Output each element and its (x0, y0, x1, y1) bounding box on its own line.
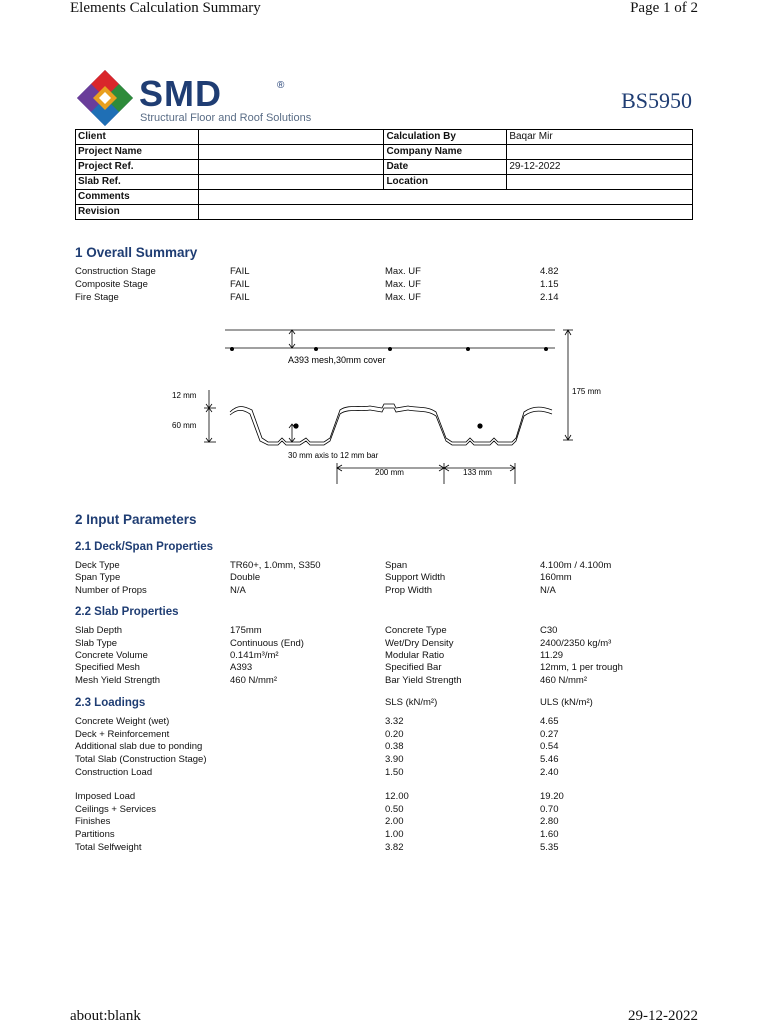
project-info-table (75, 129, 693, 220)
revision-value (198, 205, 692, 220)
subsection-title-deck: 2.1 Deck/Span Properties (75, 541, 214, 553)
cell-label: Company Name (384, 145, 507, 160)
table-row (76, 160, 693, 175)
pitch-label: 200 mm (375, 468, 404, 477)
cell-value (198, 145, 384, 160)
cell-value (507, 145, 693, 160)
cell-value (198, 175, 384, 190)
subsection-title-loadings: 2.3 Loadings (75, 697, 146, 709)
smd-logo-mark-icon (77, 70, 133, 126)
smd-logo-name: SMD (139, 73, 222, 114)
smd-logo-registered: ® (277, 80, 285, 91)
loadings-header-row (75, 697, 695, 710)
slab-section-diagram (160, 320, 610, 490)
revision-label: Revision (76, 205, 199, 220)
summary-row: Fire Stage FAIL Max. UF 2.14 (75, 292, 559, 303)
design-standard: BS5950 (621, 88, 692, 113)
cell-value (198, 160, 384, 175)
loading-row: Imposed Load 12.00 19.20 (75, 791, 564, 802)
table-row (76, 205, 693, 220)
summary-row: Construction Stage FAIL Max. UF 4.82 (75, 266, 559, 277)
summary-row: Composite Stage FAIL Max. UF 1.15 (75, 279, 559, 290)
cell-label: Slab Ref. (76, 175, 199, 190)
print-footer-date: 29-12-2022 (628, 1008, 698, 1024)
cell-value: Baqar Mir (507, 130, 693, 145)
cell-label: Project Name (76, 145, 199, 160)
deck-row: Span Type Double Support Width 160mm (75, 572, 572, 583)
table-row (76, 190, 693, 205)
deck-row: Deck Type TR60+, 1.0mm, S350 Span 4.100m / 4.100m (75, 560, 612, 571)
rib-depth-label: 60 mm (172, 421, 197, 430)
loading-row: Ceilings + Services 0.50 0.70 (75, 804, 559, 815)
table-row (76, 175, 693, 190)
cell-label: Client (76, 130, 199, 145)
slab-row: Slab Type Continuous (End) Wet/Dry Density 2400/2350 kg/m³ (75, 638, 612, 649)
bar-axis-label: 30 mm axis to 12 mm bar (288, 451, 379, 460)
cell-label: Project Ref. (76, 160, 199, 175)
cell-label: Location (384, 175, 507, 190)
loading-row: Construction Load 1.50 2.40 (75, 767, 559, 778)
table-row (76, 145, 693, 160)
smd-logo (77, 70, 337, 126)
loading-row: Deck + Reinforcement 0.20 0.27 (75, 729, 559, 740)
table-row (76, 130, 693, 145)
sls-header: SLS (kN/m²) (385, 697, 438, 708)
print-footer-url: about:blank (70, 1008, 141, 1024)
slab-row: Concrete Volume 0.141m³/m² Modular Ratio 11.29 (75, 650, 564, 661)
top-thickness-label: 12 mm (172, 391, 197, 400)
loading-row: Total Slab (Construction Stage) 3.90 5.46 (75, 754, 559, 765)
cell-value (507, 175, 693, 190)
loading-row: Finishes 2.00 2.80 (75, 816, 559, 827)
comments-value (198, 190, 692, 205)
section-title-inputs: 2 Input Parameters (75, 512, 197, 527)
print-header-page: Page 1 of 2 (630, 0, 698, 16)
mesh-label: A393 mesh,30mm cover (288, 355, 386, 365)
slab-row: Specified Mesh A393 Specified Bar 12mm, 1 per trough (75, 662, 623, 673)
cell-label: Date (384, 160, 507, 175)
slab-row: Mesh Yield Strength 460 N/mm² Bar Yield Strength 460 N/mm² (75, 675, 587, 686)
loading-row: Partitions 1.00 1.60 (75, 829, 559, 840)
trough-label: 133 mm (463, 468, 492, 477)
section-title-summary: 1 Overall Summary (75, 245, 198, 260)
slab-row: Slab Depth 175mm Concrete Type C30 (75, 625, 558, 636)
comments-label: Comments (76, 190, 199, 205)
loading-row: Total Selfweight 3.82 5.35 (75, 842, 559, 853)
cell-label: Calculation By (384, 130, 507, 145)
loading-row: Additional slab due to ponding 0.38 0.54 (75, 741, 559, 752)
print-header-title: Elements Calculation Summary (70, 0, 261, 16)
deck-row: Number of Props N/A Prop Width N/A (75, 585, 556, 596)
smd-logo-tagline: Structural Floor and Roof Solutions (140, 112, 312, 124)
uls-header: ULS (kN/m²) (540, 697, 593, 708)
cell-value: 29-12-2022 (507, 160, 693, 175)
subsection-title-slab: 2.2 Slab Properties (75, 606, 179, 618)
cell-value (198, 130, 384, 145)
depth-label: 175 mm (572, 387, 601, 396)
loading-row: Concrete Weight (wet) 3.32 4.65 (75, 716, 559, 727)
